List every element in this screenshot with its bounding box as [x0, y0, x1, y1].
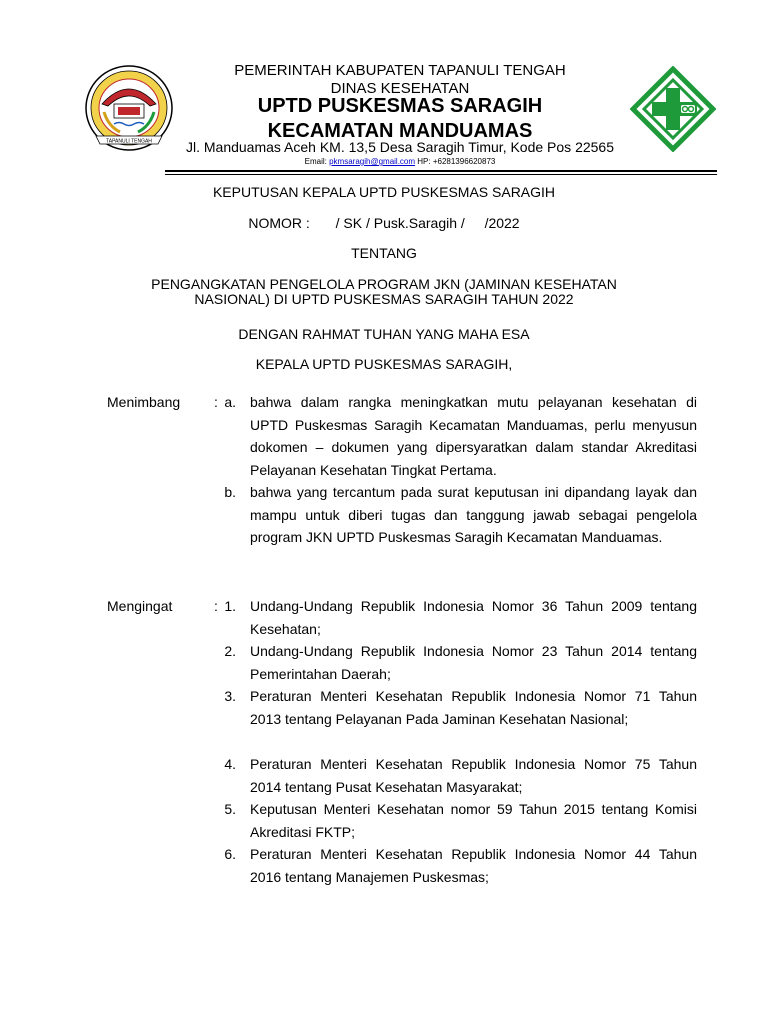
nomor-code: / SK / Pusk.Saragih / — [335, 215, 465, 231]
mengingat-marker-2: 2. — [224, 643, 236, 659]
tentang-label: TENTANG — [351, 245, 417, 261]
mengingat-item-3: Peraturan Menteri Kesehatan Republik Indonesia Nomor 71 Tahun 2013 tentang Pelayanan Pada Jaminan Kesehatan Nasional; — [250, 688, 697, 727]
letterhead-government: PEMERINTAH KABUPATEN TAPANULI TENGAH — [234, 62, 566, 79]
nomor-year: /2022 — [484, 215, 520, 231]
mengingat-marker-5: 5. — [224, 801, 236, 817]
mengingat-item-6: Peraturan Menteri Kesehatan Republik Indonesia Nomor 44 Tahun 2016 tentang Manajemen Puskesmas; — [250, 846, 697, 885]
mengingat-item-1: Undang-Undang Republik Indonesia Nomor 36 Tahun 2009 tentang Kesehatan; — [250, 598, 697, 637]
mengingat-marker-3: 3. — [224, 688, 236, 704]
mengingat-marker-1: 1. — [224, 598, 236, 614]
official-title: KEPALA UPTD PUSKESMAS SARAGIH, — [255, 356, 513, 372]
letterhead-divider-thick — [165, 170, 717, 172]
subject-line-1: PENGANGKATAN PENGELOLA PROGRAM JKN (JAMINAN KESEHATAN — [151, 276, 617, 292]
mengingat-item-4: Peraturan Menteri Kesehatan Republik Indonesia Nomor 75 Tahun 2014 tentang Pusat Kesehatan Masyarakat; — [250, 756, 697, 795]
mengingat-label: Mengingat — [107, 598, 173, 614]
letterhead-district: KECAMATAN MANDUAMAS — [267, 120, 533, 142]
letterhead-institution: UPTD PUSKESMAS SARAGIH — [257, 95, 543, 117]
nomor-label: NOMOR : — [248, 215, 310, 231]
email-label: Email: — [304, 157, 327, 166]
mengingat-colon: : — [214, 598, 218, 614]
subject-line-2: NASIONAL) DI UPTD PUSKESMAS SARAGIH TAHUN 2022 — [194, 291, 574, 307]
menimbang-item-a: bahwa dalam rangka meningkatkan mutu pelayanan kesehatan di UPTD Puskesmas Saragih Kecamatan Manduamas, perlu menyusun dokomen – dokumen yang dipersyaratkan dalam standar Akreditasi Pelayanan Kesehatan Tingkat Pertama. — [250, 394, 697, 479]
letterhead-contact — [150, 157, 650, 166]
emblem-ribbon-text: TAPANULI TENGAH — [106, 138, 152, 145]
mengingat-item-5: Keputusan Menteri Kesehatan nomor 59 Tahun 2015 tentang Komisi Akreditasi FKTP; — [250, 801, 697, 840]
decree-heading: KEPUTUSAN KEPALA UPTD PUSKESMAS SARAGIH — [212, 184, 556, 200]
email-link[interactable]: pkmsaragih@gmail.com — [329, 157, 416, 166]
letterhead-agency: DINAS KESEHATAN — [330, 80, 470, 97]
decree-number — [0, 215, 768, 231]
mengingat-item-2: Undang-Undang Republik Indonesia Nomor 23 Tahun 2014 tentang Pemerintahan Daerah; — [250, 643, 697, 682]
menimbang-marker-a: a. — [224, 394, 236, 410]
menimbang-colon: : — [214, 394, 218, 410]
phone-number: HP: +6281396620873 — [417, 157, 496, 166]
mengingat-marker-4: 4. — [224, 756, 236, 772]
menimbang-item-b: bahwa yang tercantum pada surat keputusan ini dipandang layak dan mampu untuk diberi tugas dan tanggung jawab sebagai pengelola program JKN UPTD Puskesmas Saragih Kecamatan Manduamas. — [250, 484, 697, 546]
letterhead-address: Jl. Manduamas Aceh KM. 13,5 Desa Saragih Timur, Kode Pos 22565 — [185, 139, 615, 155]
letterhead-divider-thin — [165, 174, 717, 175]
mengingat-marker-6: 6. — [224, 846, 236, 862]
invocation: DENGAN RAHMAT TUHAN YANG MAHA ESA — [238, 326, 530, 342]
menimbang-marker-b: b. — [224, 484, 236, 500]
menimbang-label: Menimbang — [107, 394, 181, 410]
